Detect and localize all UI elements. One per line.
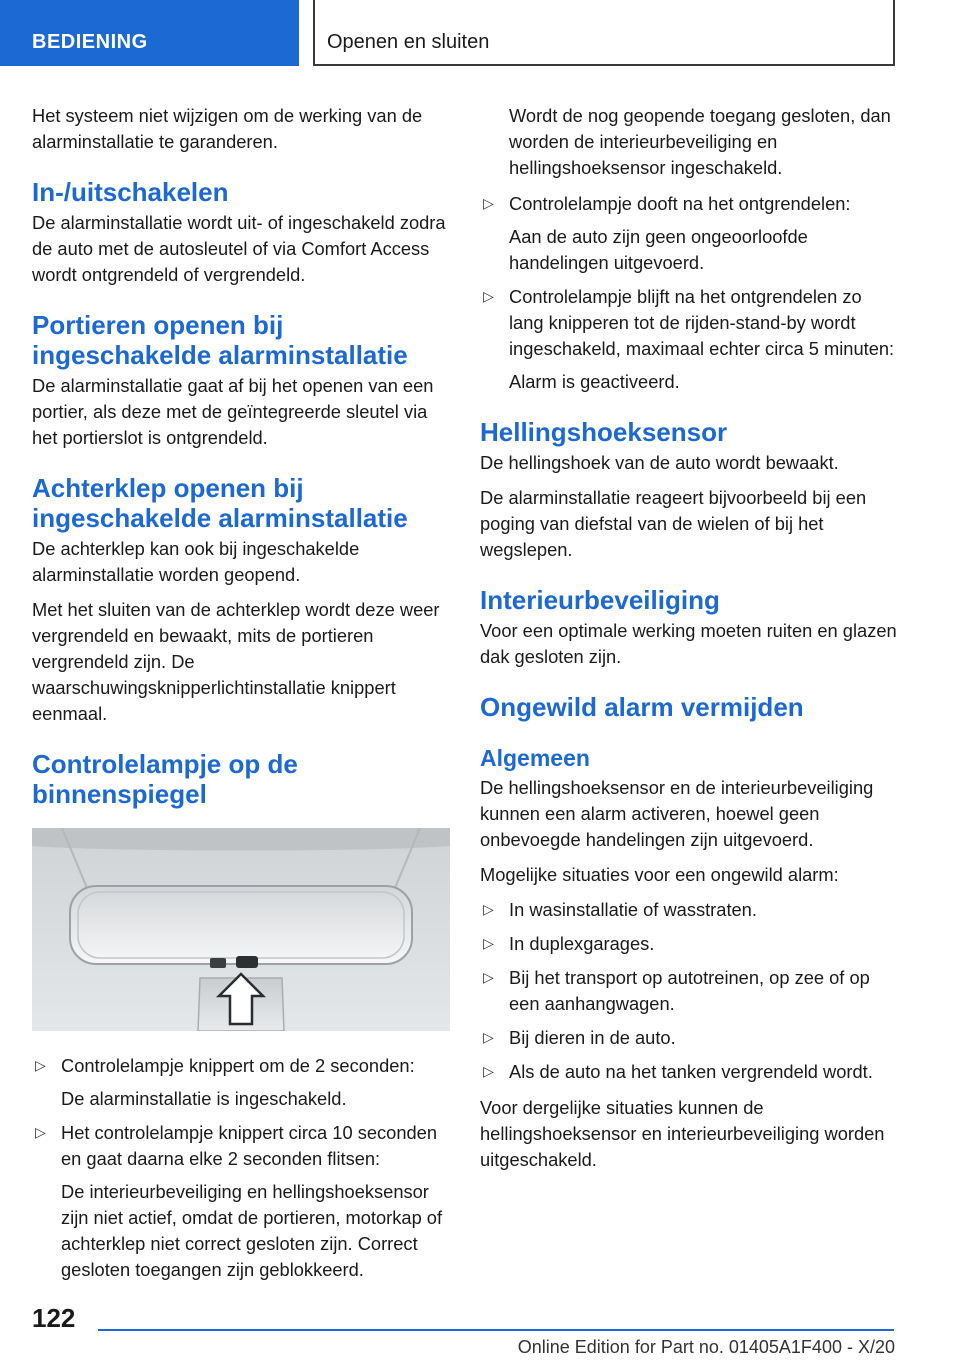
tailgate-paragraph-2: Met het sluiten van de achterklep wordt deze weer vergrendeld en bewaakt, mits de portieren vergrendeld zijn. De waarschuwingsknipperlichtinstallatie knippert eenmaal. [32, 599, 440, 724]
triangle-right-outline-icon: ▷ [483, 195, 494, 211]
list-item-text: Het controlelampje knippert circa 10 seconden en gaat daarna elke 2 seconden flitsen: [61, 1122, 437, 1169]
list-item-text: Als de auto na het tanken vergrendeld wordt. [509, 1061, 873, 1082]
list-item [32, 1053, 450, 1112]
right-column [480, 103, 898, 1182]
list-item [480, 1059, 898, 1085]
heading-lamp: Controlelampje op de binnenspiegel [32, 749, 298, 809]
footer-divider [98, 1329, 894, 1331]
heading-tailgate: Achterklep openen bij ingeschakelde alarminstallatie [32, 473, 408, 533]
list-item-text: In wasinstallatie of wasstraten. [509, 899, 757, 920]
switch-paragraph: De alarminstallatie wordt uit- of ingeschakeld zodra de auto met de autosleutel of via Comfort Access wordt ontgrendeld of vergrendeld. [32, 212, 446, 285]
triangle-right-outline-icon: ▷ [35, 1124, 46, 1140]
section-tab: BEDIENING [0, 0, 299, 66]
list-item [480, 965, 898, 1017]
list-item [32, 1120, 450, 1283]
tailgate-paragraph-1: De achterklep kan ook bij ingeschakelde alarminstallatie worden geopend. [32, 538, 360, 585]
list-item-subtext: De alarminstallatie is ingeschakeld. [61, 1088, 347, 1109]
left-column [32, 103, 450, 1293]
interior-paragraph: Voor een optimale werking moeten ruiten en glazen dak gesloten zijn. [480, 620, 897, 667]
heading-avoid-alarm: Ongewild alarm vermijden [480, 692, 804, 722]
list-item-text: Controlelampje blijft na het ontgrendelen zo lang knipperen tot de rijden-stand-by wordt ingeschakeld, maximaal echter circa 5 minuten: [509, 286, 895, 359]
list-item-subtext: Aan de auto zijn geen ongeoorloofde handelingen uitgevoerd. [509, 226, 808, 273]
triangle-right-outline-icon: ▷ [483, 901, 494, 917]
tilt-paragraph-2: De alarminstallatie reageert bijvoorbeeld bij een poging van diefstal van de wielen of bij het wegslepen. [480, 487, 867, 560]
intro-paragraph: Het systeem niet wijzigen om de werking van de alarminstallatie te garanderen. [32, 105, 423, 152]
triangle-right-outline-icon: ▷ [35, 1057, 46, 1073]
continued-paragraph: Wordt de nog geopende toegang gesloten, dan worden de interieurbeveiliging en hellingshoeksensor ingeschakeld. [509, 105, 891, 178]
heading-switch: In-/uitschakelen [32, 177, 229, 207]
doors-paragraph: De alarminstallatie gaat af bij het openen van een portier, als deze met de geïntegreerde sleutel via het portierslot is ontgrendeld. [32, 375, 434, 448]
footer-edition: Online Edition for Part no. 01405A1F400 - X/20 [517, 1337, 895, 1357]
general-paragraph-1: De hellingshoeksensor en de interieurbeveiliging kunnen een alarm activeren, hoewel geen onbevoegde handelingen zijn uitgevoerd. [480, 777, 874, 850]
list-item-text: Controlelampje dooft na het ontgrendelen: [509, 193, 851, 214]
lamp-bullet-list-continued [480, 191, 898, 395]
list-item-text: Controlelampje knippert om de 2 seconden: [61, 1055, 415, 1076]
closing-paragraph: Voor dergelijke situaties kunnen de hellingshoeksensor en interieurbeveiliging worden uitgeschakeld. [480, 1097, 885, 1170]
page-header [0, 0, 960, 66]
page-number: 122 [32, 1303, 76, 1333]
rearview-mirror-illustration [32, 828, 450, 1031]
list-item [480, 284, 898, 395]
list-item [480, 1025, 898, 1051]
heading-general: Algemeen [480, 745, 590, 771]
list-item-text: Bij dieren in de auto. [509, 1027, 676, 1048]
list-item [480, 931, 898, 957]
heading-interior: Interieurbeveiliging [480, 585, 720, 615]
triangle-right-outline-icon: ▷ [483, 969, 494, 985]
general-paragraph-2: Mogelijke situaties voor een ongewild alarm: [480, 864, 839, 885]
chapter-title: Openen en sluiten [313, 0, 895, 66]
triangle-right-outline-icon: ▷ [483, 288, 494, 304]
tilt-paragraph-1: De hellingshoek van de auto wordt bewaakt. [480, 452, 839, 473]
heading-doors: Portieren openen bij ingeschakelde alarminstallatie [32, 310, 408, 370]
heading-tilt-sensor: Hellingshoeksensor [480, 417, 728, 447]
situations-list [480, 897, 898, 1085]
list-item-subtext: De interieurbeveiliging en hellingshoeksensor zijn niet actief, omdat de portieren, motorkap of achterklep niet correct gesloten zijn. Correct gesloten toegangen zijn geblokkeerd. [61, 1181, 443, 1280]
list-item-text: Bij het transport op autotreinen, op zee of op een aanhangwagen. [509, 967, 870, 1014]
list-item-subtext: Alarm is geactiveerd. [509, 371, 680, 392]
list-item [480, 191, 898, 276]
triangle-right-outline-icon: ▷ [483, 1063, 494, 1079]
list-item-text: In duplexgarages. [509, 933, 655, 954]
triangle-right-outline-icon: ▷ [483, 1029, 494, 1045]
list-item [480, 897, 898, 923]
triangle-right-outline-icon: ▷ [483, 935, 494, 951]
lamp-bullet-list [32, 1053, 450, 1283]
